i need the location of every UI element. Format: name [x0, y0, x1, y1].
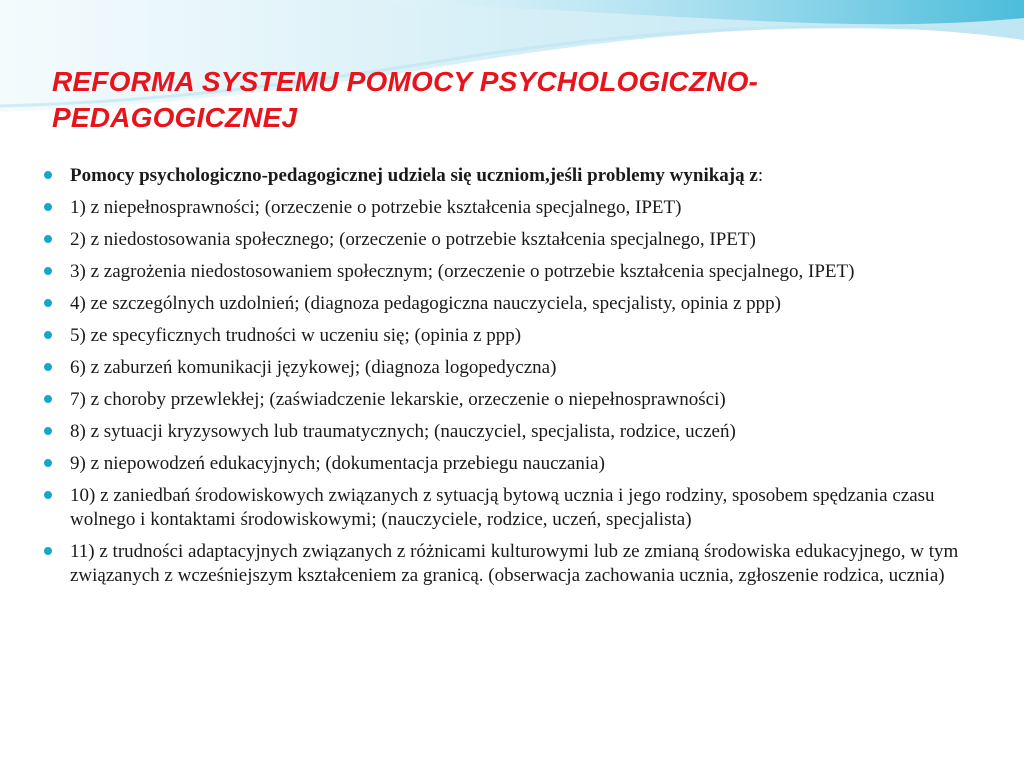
list-item-text: 8) z sytuacji kryzysowych lub traumatycznych; (nauczyciel, specjalista, rodzice, uczeń) — [70, 421, 736, 442]
bullet-dot-icon — [44, 267, 52, 275]
list-item-text: 5) ze specyficznych trudności w uczeniu się; (opinia z ppp) — [70, 325, 522, 346]
list-item-text: 6) z zaburzeń komunikacji językowej; (diagnoza logopedyczna) — [70, 357, 557, 378]
bullet-dot-icon — [44, 331, 52, 339]
list-item — [44, 260, 984, 284]
bullet-dot-icon — [44, 235, 52, 243]
list-item-text: 2) z niedostosowania społecznego; (orzeczenie o potrzebie kształcenia specjalnego, IPET) — [70, 229, 756, 250]
list-item — [44, 324, 984, 348]
bullet-dot-icon — [44, 547, 52, 555]
list-item — [44, 228, 984, 252]
bullet-dot-icon — [44, 363, 52, 371]
list-item-text: 9) z niepowodzeń edukacyjnych; (dokumentacja przebiegu nauczania) — [70, 453, 605, 474]
list-item-text: 11) z trudności adaptacyjnych związanych z różnicami kulturowymi lub ze zmianą środowiska edukacyjnego, w tym związanych z wcześniejszym kształceniem za granicą. (obserwacja zachowania ucznia, zgłoszenie rodzica, ucznia) — [70, 541, 959, 586]
list-item — [44, 420, 984, 444]
list-item-text: 1) z niepełnosprawności; (orzeczenie o potrzebie kształcenia specjalnego, IPET) — [70, 197, 682, 218]
intro-text: Pomocy psychologiczno-pedagogicznej udziela się uczniom,jeśli problemy wynikają z — [70, 165, 758, 186]
list-item — [44, 196, 984, 220]
bullet-dot-icon — [44, 459, 52, 467]
list-item — [44, 292, 984, 316]
bullet-dot-icon — [44, 203, 52, 211]
list-item — [44, 484, 984, 532]
list-item — [44, 388, 984, 412]
bullet-dot-icon — [44, 395, 52, 403]
slide-title: REFORMA SYSTEMU POMOCY PSYCHOLOGICZNO-PEDAGOGICZNEJ — [52, 66, 759, 133]
list-item-text: 3) z zagrożenia niedostosowaniem społecznym; (orzeczenie o potrzebie kształcenia specjalnego, IPET) — [70, 261, 855, 282]
list-item — [44, 540, 984, 588]
list-item-text: 7) z choroby przewlekłej; (zaświadczenie lekarskie, orzeczenie o niepełnosprawności) — [70, 389, 726, 410]
bullet-dot-icon — [44, 299, 52, 307]
list-item — [44, 452, 984, 476]
list-item-intro — [44, 164, 984, 188]
list-item — [44, 356, 984, 380]
bullet-dot-icon — [44, 491, 52, 499]
bullet-list — [44, 164, 984, 596]
bullet-dot-icon — [44, 171, 52, 179]
list-item-text: 10) z zaniedbań środowiskowych związanych z sytuacją bytową ucznia i jego rodziny, sposobem spędzania czasu wolnego i kontaktami środowiskowymi; (nauczyciele, rodzice, uczeń, specjalista) — [70, 485, 935, 530]
list-item-text: 4) ze szczególnych uzdolnień; (diagnoza pedagogiczna nauczyciela, specjalisty, opinia z ppp) — [70, 293, 781, 314]
intro-colon: : — [757, 165, 764, 186]
bullet-dot-icon — [44, 427, 52, 435]
